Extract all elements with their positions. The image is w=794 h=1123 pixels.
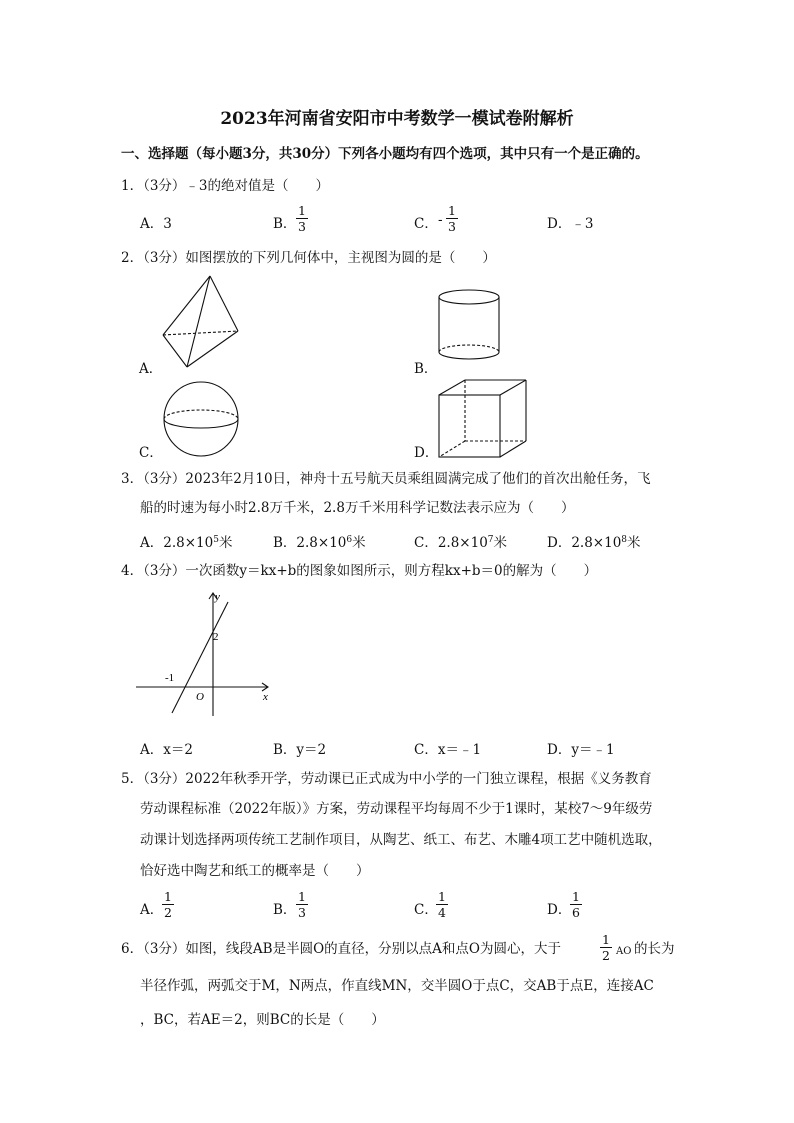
q5-c-numerator: 1 (438, 889, 446, 904)
q1-option-b: B． (273, 216, 297, 232)
q1-c-sign: - (438, 212, 443, 228)
q3-b-exponent: 6 (346, 535, 353, 545)
q3-option-c (414, 531, 507, 551)
q1-option-c: C． (414, 216, 438, 232)
q5-b-denominator: 3 (298, 905, 306, 920)
q1-option-c-fraction (446, 203, 458, 234)
q3-c-base: C．2.8×10 (414, 535, 488, 551)
q2-option-a: A． (139, 361, 163, 377)
q1-b-denominator: 3 (298, 219, 306, 234)
cube-figure (436, 378, 532, 460)
q3-d-unit: 米 (627, 535, 641, 551)
origin-label: O (196, 691, 204, 703)
q5-option-c: C． (414, 902, 438, 918)
q5-d-fraction (570, 889, 582, 920)
q5-stem-line3: 动课计划选择两项传统工艺制作项目，从陶艺、纸工、布艺、木雕4项工艺中随机选取， (140, 832, 662, 848)
x-axis-label: x (263, 691, 268, 703)
q4-option-b: B．y＝2 (273, 742, 327, 758)
q5-c-denominator: 4 (438, 905, 446, 920)
q5-b-fraction (296, 889, 308, 920)
q1-option-d: D．﹣3 (547, 216, 594, 232)
q1-stem: 1．（3分）﹣3的绝对值是（ ） (121, 178, 330, 194)
q5-a-fraction (162, 889, 174, 920)
q5-d-denominator: 6 (572, 905, 580, 920)
q3-b-base: B．2.8×10 (273, 535, 347, 551)
q1-option-b-fraction (296, 203, 308, 234)
q5-c-fraction (436, 889, 448, 920)
q3-d-base: D．2.8×10 (547, 535, 622, 551)
q5-option-a: A． (140, 902, 164, 918)
q5-stem-line1: 5．（3分）2022年秋季开学，劳动课已正式成为中小学的一门独立课程，根据《义务教育 (121, 771, 652, 787)
q2-option-c: C． (139, 445, 163, 461)
q3-option-a (140, 531, 232, 551)
section-heading: 一、选择题（每小题3分，共30分）下列各小题均有四个选项，其中只有一个是正确的。 (121, 146, 649, 162)
q5-stem-line2: 劳动课程标准（2022年版）》方案，劳动课程平均每周不少于1课时，某校7～9年级劳 (140, 801, 653, 817)
q5-d-numerator: 1 (572, 889, 580, 904)
q3-a-unit: 米 (218, 535, 233, 551)
page-title: 2023年河南省安阳市中考数学一模试卷附解析 (220, 109, 574, 129)
q3-a-base: A．2.8×10 (140, 535, 214, 551)
sphere-figure (163, 379, 243, 459)
q5-option-d: D． (547, 902, 572, 918)
q6-fraction-suffix: AO (616, 946, 632, 957)
q5-a-numerator: 1 (164, 889, 172, 904)
q3-c-exponent: 7 (487, 535, 494, 545)
q1-c-numerator: 1 (448, 203, 456, 218)
q6-stem-line2: 半径作弧，两弧交于M，N两点，作直线MN，交半圆O于点C，交AB于点E，连接AC (140, 978, 654, 994)
q6-fraction-denominator: 2 (602, 948, 610, 963)
q5-stem-line4: 恰好选中陶艺和纸工的概率是（ ） (140, 863, 370, 879)
q2-stem: 2．（3分）如图摆放的下列几何体中，主视图为圆的是（ ） (121, 250, 496, 266)
q2-option-b: B． (414, 361, 438, 377)
q6-fraction-numerator: 1 (602, 932, 610, 947)
y-axis-label: y (215, 591, 220, 603)
linear-function-graph (134, 588, 280, 720)
q6-stem-line1-start: 6．（3分）如图，线段AB是半圆O的直径，分别以点A和点O为圆心，大于 (121, 941, 561, 957)
q3-c-unit: 米 (493, 535, 508, 551)
q3-a-exponent: 5 (213, 535, 219, 545)
q5-a-denominator: 2 (164, 905, 172, 920)
q3-b-unit: 米 (352, 535, 366, 551)
q5-option-b: B． (273, 902, 297, 918)
q6-stem-line3: ，BC，若AE＝2，则BC的长是（ ） (140, 1012, 385, 1028)
q4-option-d: D．y＝﹣1 (547, 742, 615, 758)
cylinder-figure (436, 288, 502, 362)
q6-half-fraction (600, 932, 612, 963)
q1-c-denominator: 3 (448, 219, 456, 234)
q3-stem-line1: 3．（3分）2023年2月10日，神舟十五号航天员乘组圆满完成了他们的首次出舱任务，飞 (121, 471, 651, 487)
q6-stem-line1-end: 的长为 (634, 941, 675, 957)
q3-stem-line2: 船的时速为每小时2.8万千米，2.8万千米用科学记数法表示应为（ ） (140, 500, 575, 516)
q4-stem: 4．（3分）一次函数y＝kx+b的图象如图所示，则方程kx+b＝0的解为（ ） (121, 563, 598, 579)
q5-b-numerator: 1 (298, 889, 306, 904)
q3-d-exponent: 8 (621, 535, 628, 545)
q2-option-d: D． (414, 445, 439, 461)
x-intercept-label: -1 (165, 672, 175, 684)
q1-option-a: A．3 (140, 216, 172, 232)
q4-option-a: A．x＝2 (140, 742, 193, 758)
q4-option-c: C．x＝﹣1 (414, 742, 482, 758)
tetrahedron-figure (158, 274, 248, 370)
y-intercept-label: 2 (213, 631, 219, 643)
q3-option-b (273, 531, 366, 551)
q1-b-numerator: 1 (298, 203, 306, 218)
q3-option-d (547, 531, 641, 551)
